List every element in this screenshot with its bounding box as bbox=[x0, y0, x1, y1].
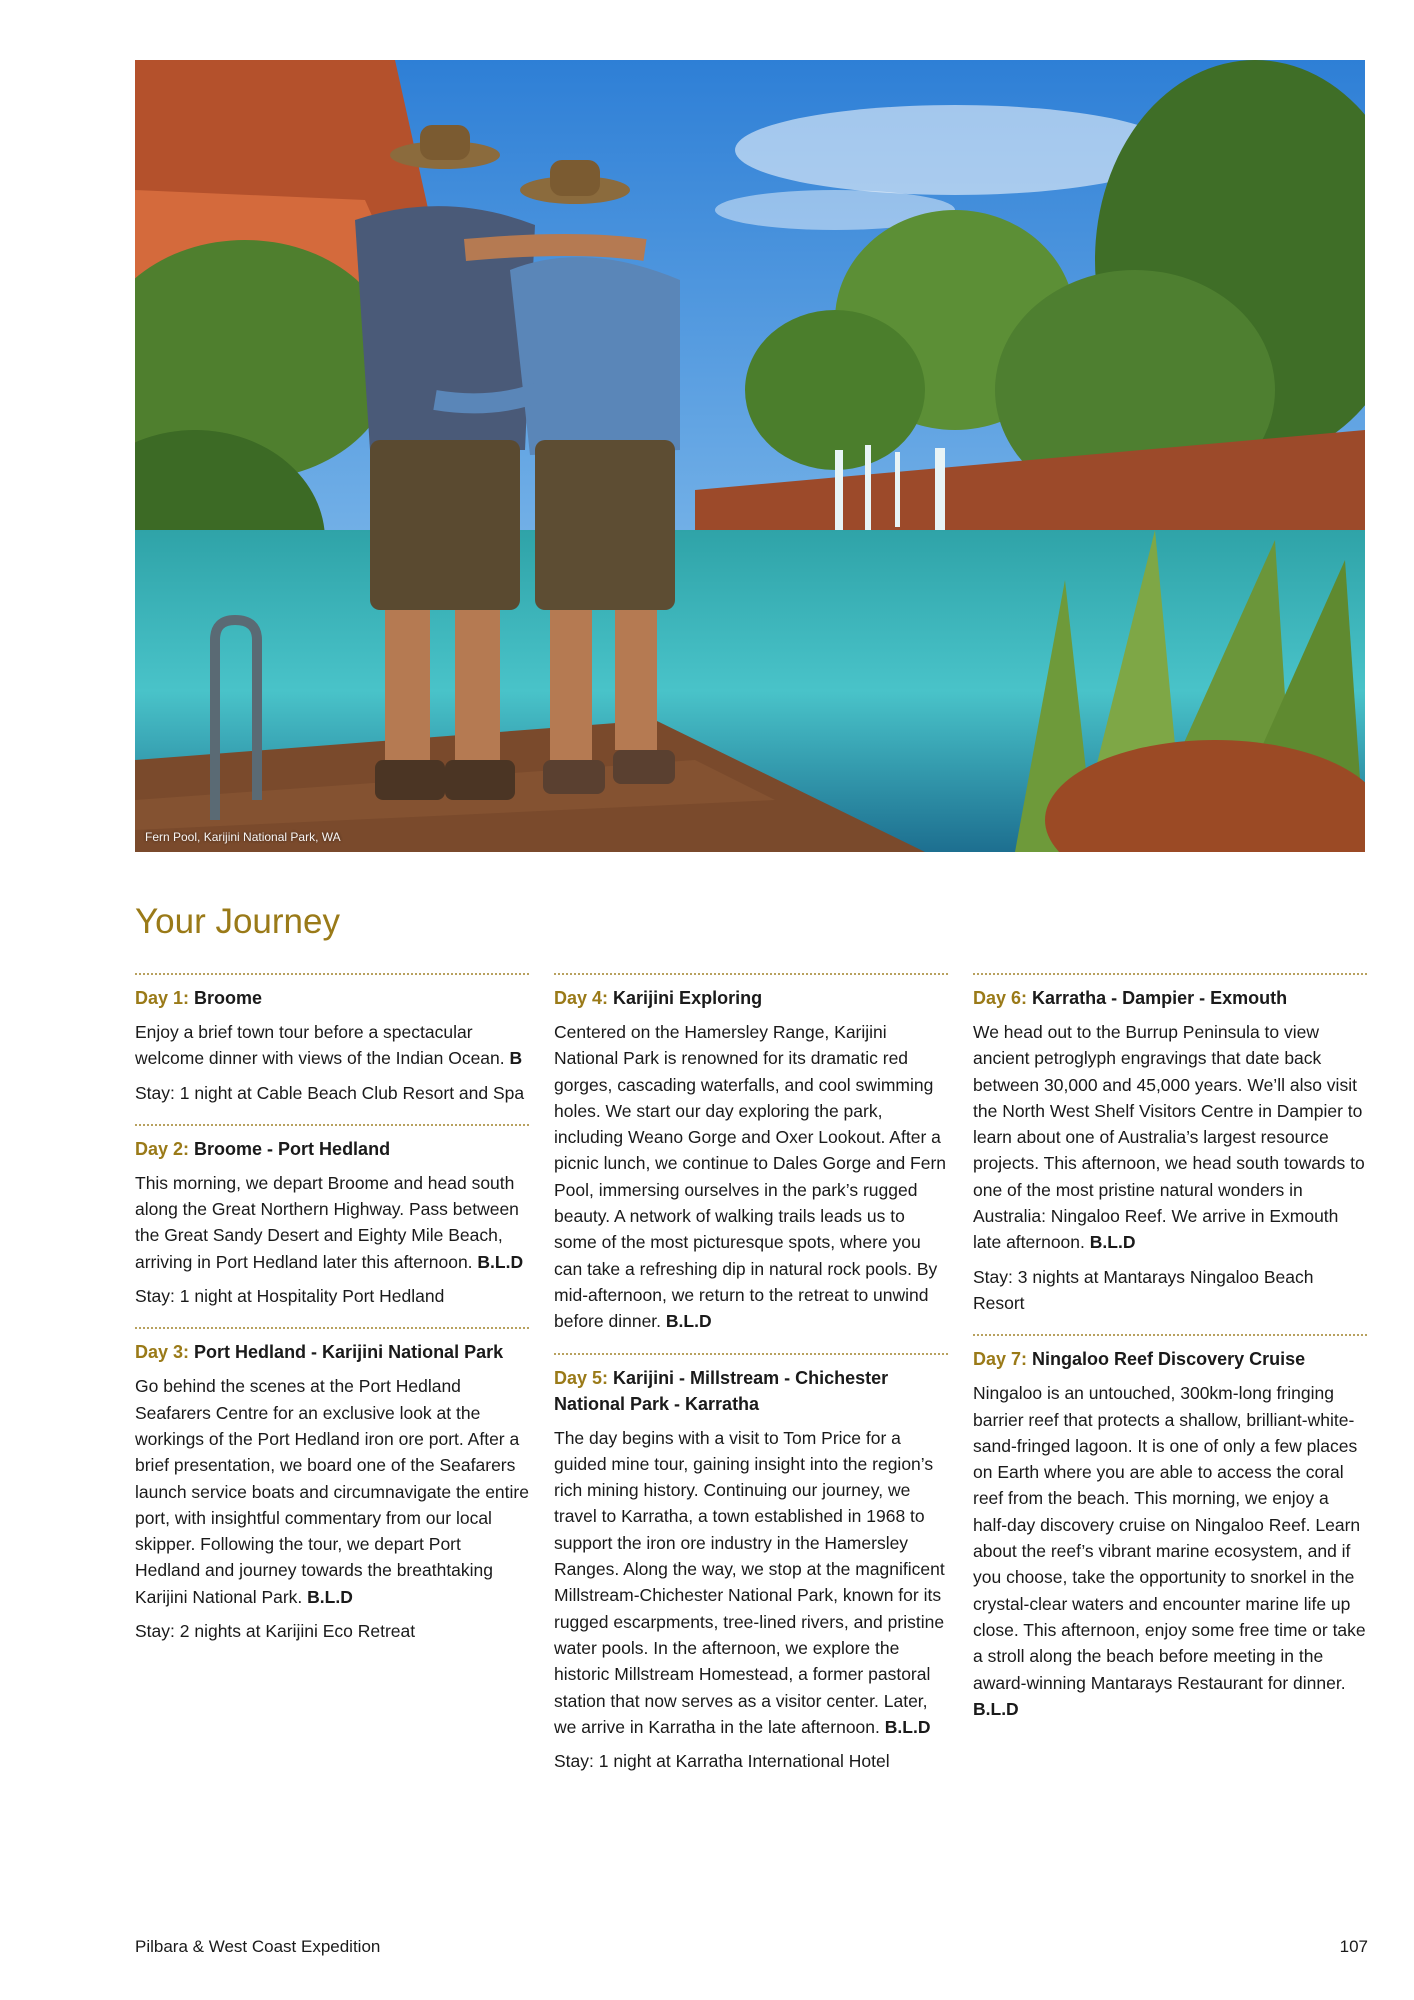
day-description: We head out to the Burrup Peninsula to view ancient petroglyph engravings that date back between 30,000 and 45,000 years. We’ll also visit the North West Shelf Visitors Centre in Dampier to learn about one of Australia’s largest resource projects. This afternoon, we head south towards to one of the most pristine natural wonders in Australia: Ningaloo Reef. We arrive in Exmouth late afternoon. bbox=[973, 1022, 1365, 1253]
stay-info: Stay: 1 night at Hospitality Port Hedland bbox=[135, 1286, 445, 1307]
day-description: The day begins with a visit to Tom Price for a guided mine tour, gaining insight into the region’s rich mining history. Continuing our journey, we travel to Karratha, a town established in 1968 to support the iron ore industry in the Hamersley Ranges. Along the way, we stop at the magnificent Millstream-Chichester National Park, known for its rugged escarpments, tree-lined rivers, and pristine water pools. In the afternoon, we explore the historic Millstream Homestead, a former pastoral station that now serves as a visitor center. Later, we arrive in Karratha in the late afternoon. bbox=[554, 1427, 945, 1737]
itinerary-column-2 bbox=[554, 973, 948, 1792]
day-description: Go behind the scenes at the Port Hedland Seafarers Centre for an exclusive look at the workings of the Port Hedland iron ore port. After a brief presentation, we board one of the Seafarers launch service boats and circumnavigate the entire port, with insightful commentary from our local skipper. Following the tour, we depart Port Hedland and journey towards the breathtaking Karijini National Park. bbox=[135, 1376, 529, 1607]
day-title: Karijini - Millstream - Chichester National Park - Karratha bbox=[554, 1367, 889, 1414]
day-description: Enjoy a brief town tour before a spectacular welcome dinner with views of the Indian Ocean. bbox=[135, 1022, 505, 1069]
stay-info: Stay: 2 nights at Karijini Eco Retreat bbox=[135, 1621, 416, 1642]
day-number: Day 2: bbox=[135, 1138, 190, 1159]
day-description: Centered on the Hamersley Range, Karijini National Park is renowned for its dramatic red gorges, cascading waterfalls, and cool swimming holes. We start our day exploring the park, including Weano Gorge and Oxer Lookout. After a picnic lunch, we continue to Dales Gorge and Fern Pool, immersing ourselves in the park’s rugged beauty. A network of walking trails leads us to some of the most picturesque spots, where you can take a refreshing dip in natural rock pools. By mid-afternoon, we return to the retreat to unwind before dinner. bbox=[554, 1022, 947, 1332]
day-title: Ningaloo Reef Discovery Cruise bbox=[1032, 1349, 1306, 1370]
meals-included: B.L.D bbox=[884, 1716, 931, 1737]
day-number: Day 3: bbox=[135, 1342, 190, 1363]
meals-included: B.L.D bbox=[1089, 1232, 1136, 1253]
day-title: Karratha - Dampier - Exmouth bbox=[1032, 988, 1288, 1008]
photo-caption: Fern Pool, Karijini National Park, WA bbox=[145, 830, 341, 844]
meals-included: B bbox=[509, 1048, 523, 1069]
day-4 bbox=[554, 973, 948, 1335]
day-title: Karijini Exploring bbox=[613, 988, 763, 1008]
stay-info: Stay: 1 night at Cable Beach Club Resort and Spa bbox=[135, 1082, 525, 1103]
day-5 bbox=[554, 1353, 948, 1775]
day-number: Day 6: bbox=[973, 988, 1028, 1008]
stay-info: Stay: 3 nights at Mantarays Ningaloo Beach Resort bbox=[973, 1266, 1314, 1313]
day-title: Broome - Port Hedland bbox=[194, 1138, 391, 1159]
day-number: Day 4: bbox=[554, 988, 609, 1008]
day-number: Day 7: bbox=[973, 1349, 1028, 1370]
day-number: Day 5: bbox=[554, 1367, 609, 1388]
day-2 bbox=[135, 1124, 529, 1309]
hero-illustration bbox=[135, 60, 1365, 852]
meals-included: B.L.D bbox=[665, 1311, 712, 1332]
day-description: This morning, we depart Broome and head south along the Great Northern Highway. Pass between the Great Sandy Desert and Eighty Mile Beach, arriving in Port Hedland later this afternoon. bbox=[135, 1172, 519, 1272]
day-6 bbox=[973, 973, 1367, 1316]
meals-included: B.L.D bbox=[307, 1586, 353, 1607]
page-number: 107 bbox=[1339, 1937, 1368, 1956]
day-number: Day 1: bbox=[135, 988, 190, 1008]
footer-title: Pilbara & West Coast Expedition bbox=[135, 1937, 381, 1956]
stay-info: Stay: 1 night at Karratha International Hotel bbox=[554, 1751, 890, 1772]
itinerary-column-1 bbox=[135, 973, 529, 1662]
day-1 bbox=[135, 973, 529, 1106]
section-heading: Your Journey bbox=[135, 902, 340, 941]
day-3 bbox=[135, 1327, 529, 1644]
hero-photo bbox=[135, 60, 1365, 852]
meals-included: B.L.D bbox=[973, 1698, 1019, 1719]
day-description: Ningaloo is an untouched, 300km-long fringing barrier reef that protects a shallow, brilliant-white-sand-fringed lagoon. It is one of only a few places on Earth where you are able to access the coral reef from the beach. This morning, we enjoy a half-day discovery cruise on Ningaloo Reef. Learn about the reef’s vibrant marine ecosystem, and if you choose, take the opportunity to snorkel in the crystal-clear waters and encounter marine life up close. This afternoon, enjoy some free time or take a stroll along the beach before meeting in the award-winning Mantarays Restaurant for dinner. bbox=[973, 1383, 1366, 1693]
day-7 bbox=[973, 1334, 1367, 1722]
meals-included: B.L.D bbox=[477, 1251, 524, 1272]
day-title: Port Hedland - Karijini National Park bbox=[194, 1342, 504, 1363]
itinerary-column-3 bbox=[973, 973, 1367, 1740]
day-title: Broome bbox=[194, 988, 263, 1008]
